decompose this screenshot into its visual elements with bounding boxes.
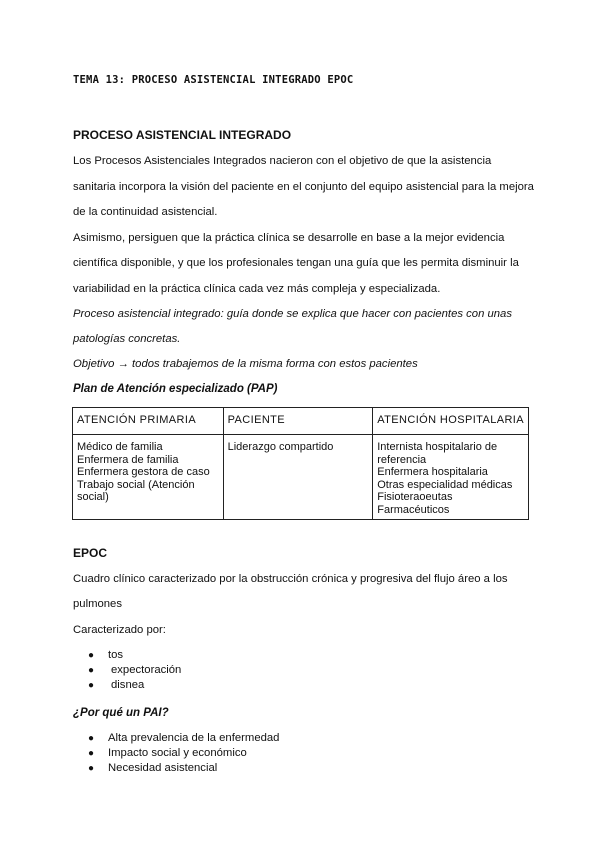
bullet-icon: ● [88, 733, 95, 744]
paragraph-line: científica disponible, y que los profesionales tengan una guía que les permita disminuir la [73, 257, 519, 269]
table-header-row [73, 408, 529, 435]
list-item [88, 731, 279, 746]
primaria-item: Enfermera de familia [77, 453, 179, 466]
paragraph-line: pulmones [73, 598, 122, 610]
page-title: TEMA 13: PROCESO ASISTENCIAL INTEGRADO EPOC [73, 74, 354, 86]
paragraph-line: Asimismo, persiguen que la práctica clínica se desarrolle en base a la mejor evidencia [73, 232, 505, 244]
paragraph-line: variabilidad en la práctica clínica cada vez más compleja y especializada. [73, 283, 441, 295]
hospitalaria-item: Farmacéuticos [377, 503, 450, 516]
pai-reasons-list [88, 731, 279, 776]
list-item [88, 678, 181, 693]
hospitalaria-item: Enfermera hospitalaria [377, 466, 488, 478]
italic-definition-line: Proceso asistencial integrado: guía donde se explica que hacer con pacientes con unas [73, 308, 512, 320]
table-header-cell: PACIENTE [223, 408, 373, 435]
symptom-list [88, 648, 181, 693]
paragraph-line: Los Procesos Asistenciales Integrados nacieron con el objetivo de que la asistencia [73, 155, 492, 167]
hospitalaria-item: Fisioteraoeutas [377, 491, 453, 503]
bullet-icon: ● [88, 665, 95, 676]
hospitalaria-cell [373, 435, 529, 520]
italic-definition-line: patologías concretas. [73, 333, 181, 345]
paciente-item: Liderazgo compartido [227, 441, 334, 453]
hospitalaria-item: Otras especialidad médicas [377, 478, 513, 491]
primaria-item: Médico de familia [77, 441, 163, 453]
paragraph-line: Cuadro clínico caracterizado por la obstrucción crónica y progresiva del flujo áreo a los [73, 573, 508, 585]
hospitalaria-item: Internista hospitalario de referencia [377, 441, 498, 466]
primaria-item: Enfermera gestora de caso [77, 466, 210, 478]
list-item-text: Necesidad asistencial [108, 762, 218, 774]
table-header-cell: ATENCIÓN PRIMARIA [73, 408, 224, 435]
section-heading-epoc: EPOC [73, 546, 108, 560]
table-header-cell: ATENCIÓN HOSPITALARIA [373, 408, 529, 435]
pai-heading: ¿Por qué un PAI? [73, 707, 169, 719]
list-item [88, 648, 181, 663]
bullet-icon: ● [88, 650, 95, 661]
list-item [88, 761, 279, 776]
pap-heading: Plan de Atención especializado (PAP) [73, 383, 278, 395]
caracterizado-label: Caracterizado por: [73, 624, 166, 636]
italic-objective-line: Objetivo → todos trabajemos de la misma forma con estos pacientes [73, 358, 418, 370]
primaria-cell [73, 435, 224, 520]
list-item [88, 663, 181, 678]
bullet-icon: ● [88, 748, 95, 759]
bullet-icon: ● [88, 680, 95, 691]
list-item-text: expectoración [111, 664, 182, 676]
table-row [73, 435, 529, 520]
bullet-icon: ● [88, 763, 95, 774]
pap-table [72, 407, 529, 520]
section-heading-proceso: PROCESO ASISTENCIAL INTEGRADO [73, 128, 292, 142]
paragraph-line: sanitaria incorpora la visión del paciente en el conjunto del equipo asistencial para la mejora [73, 181, 534, 193]
paciente-cell [223, 435, 373, 520]
list-item-text: Impacto social y económico [108, 747, 247, 759]
paragraph-line: de la continuidad asistencial. [73, 206, 218, 218]
list-item [88, 746, 279, 761]
list-item-text: Alta prevalencia de la enfermedad [108, 732, 280, 744]
list-item-text: tos [108, 649, 124, 661]
primaria-item: Trabajo social (Atención social) [77, 478, 195, 503]
list-item-text: disnea [111, 679, 145, 691]
